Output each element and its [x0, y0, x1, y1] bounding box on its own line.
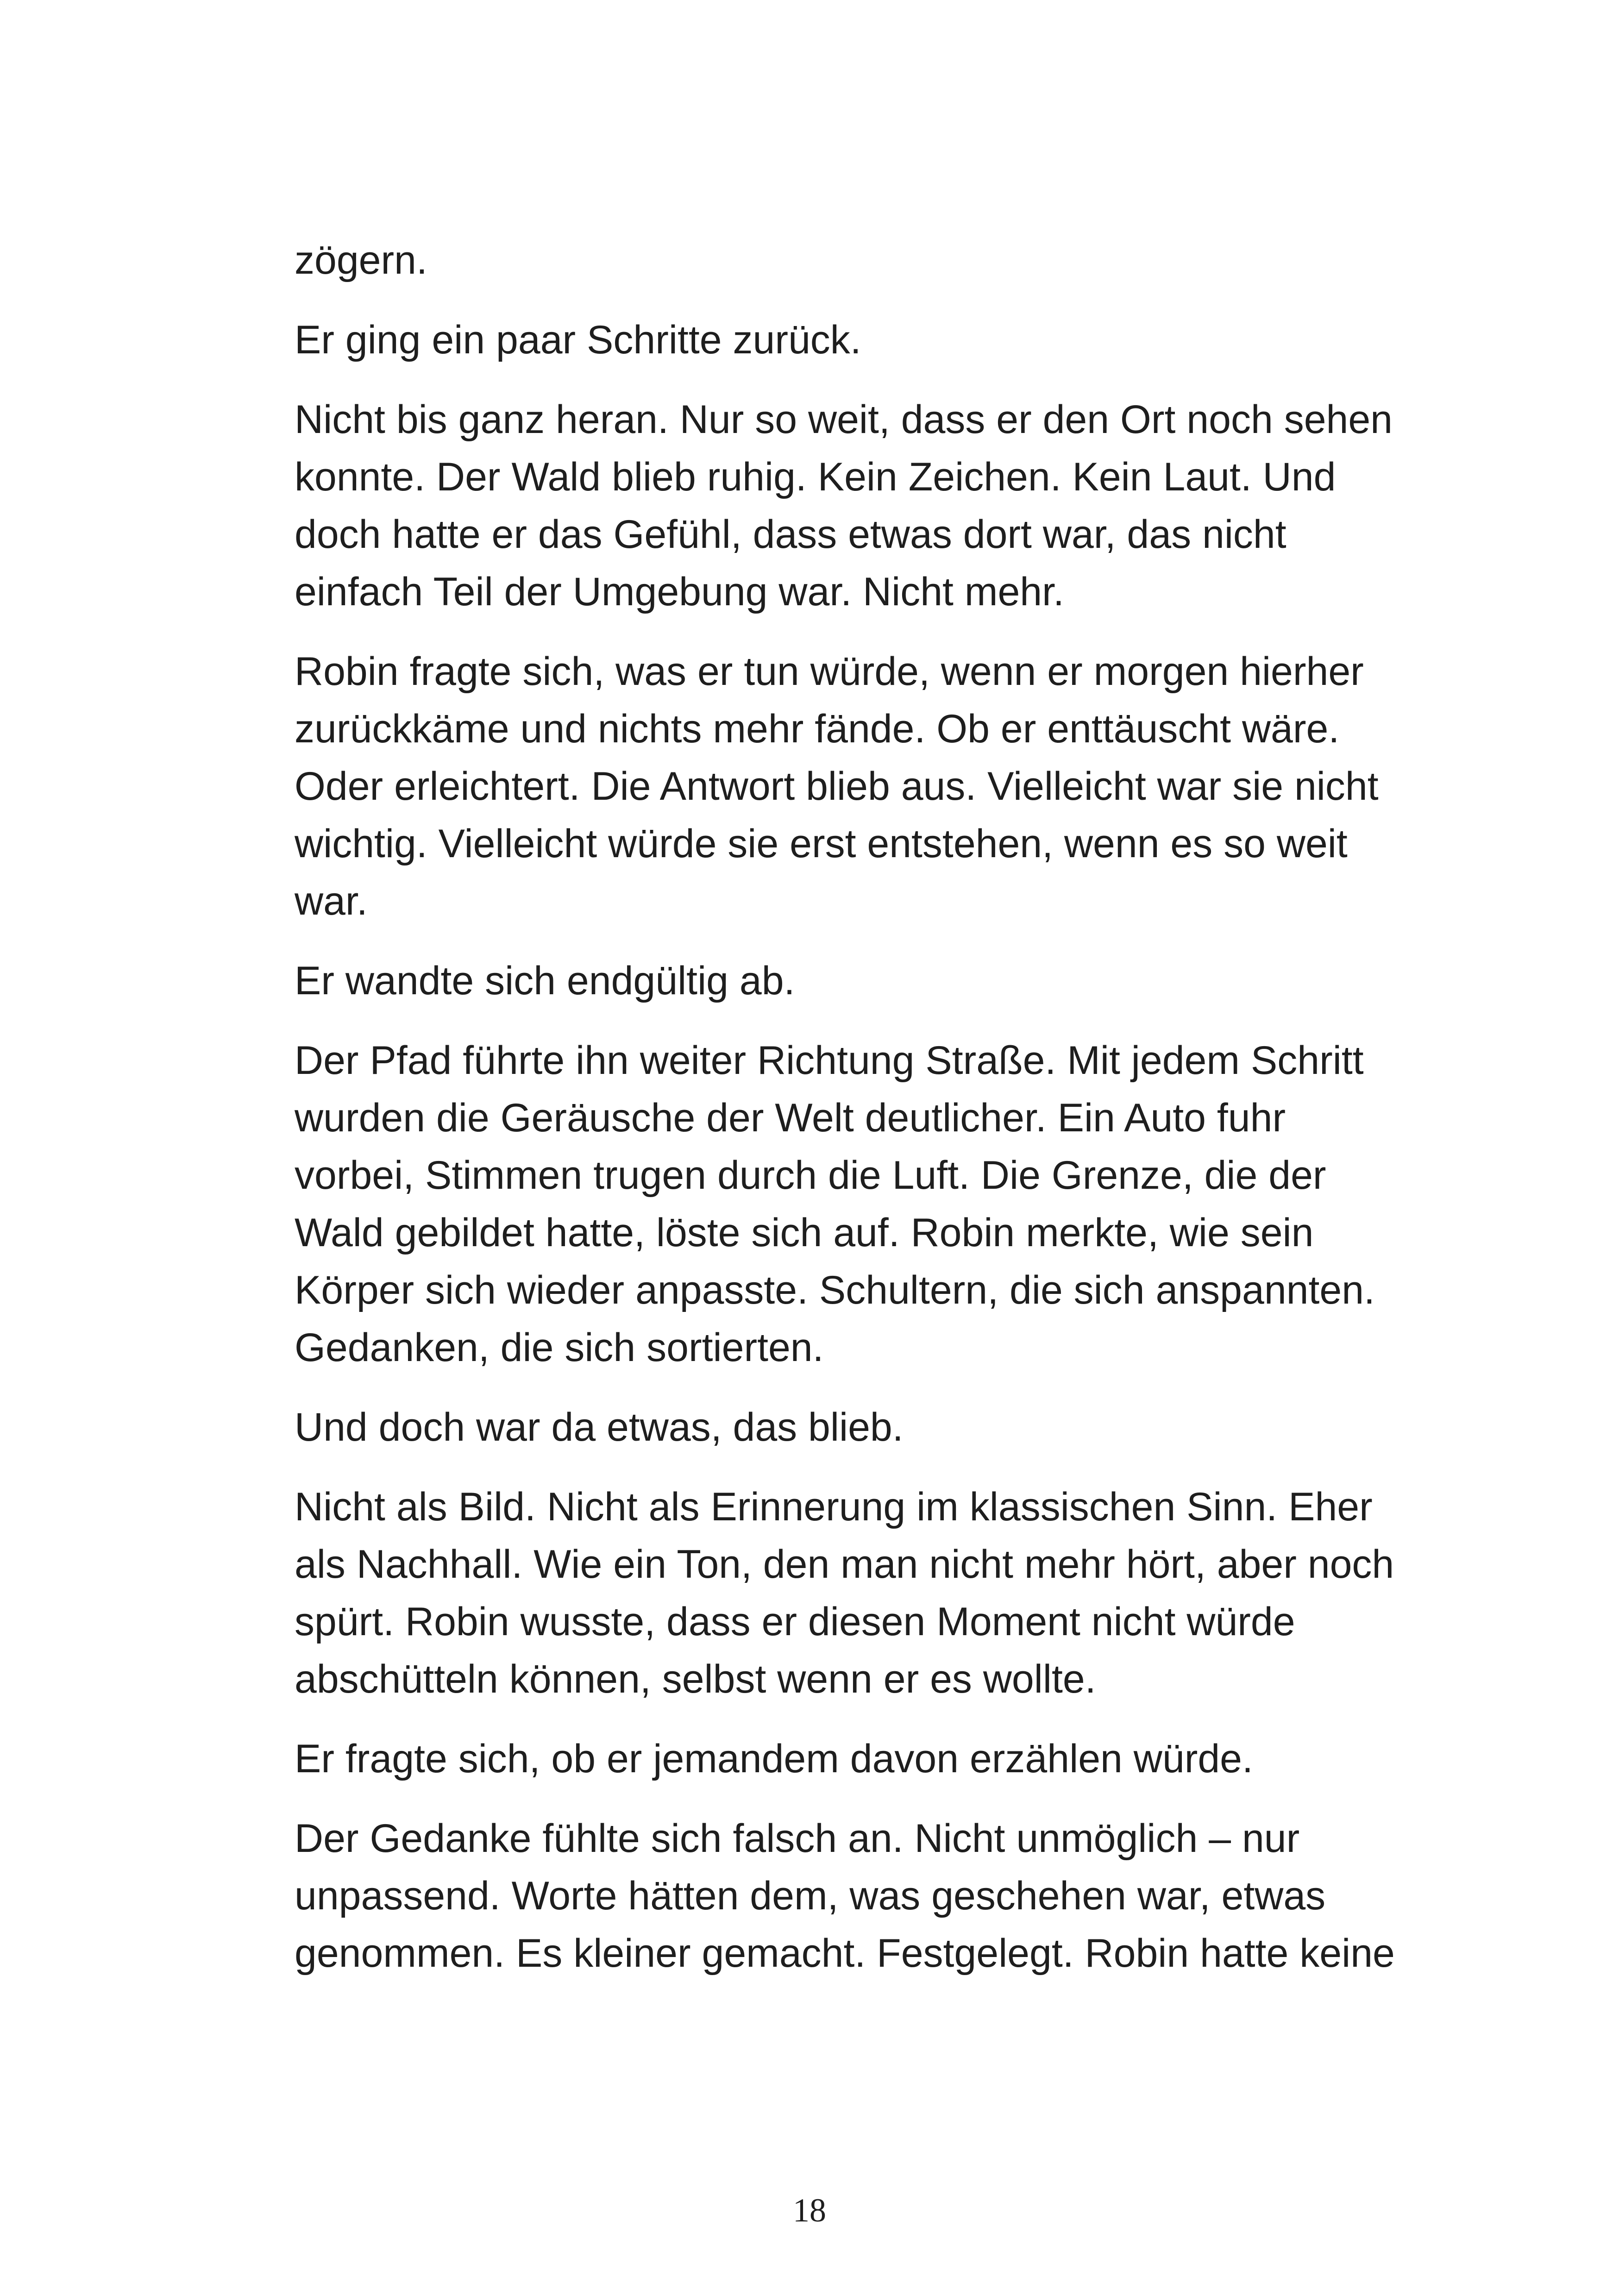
paragraph [295, 1730, 1434, 1788]
text-line: vorbei, Stimmen trugen durch die Luft. Die Grenze, die der [295, 1153, 1326, 1198]
text-line: war. [295, 879, 368, 923]
text-line: abschütteln können, selbst wenn er es wollte. [295, 1657, 1096, 1701]
text-line: wichtig. Vielleicht würde sie erst entstehen, wenn es so weit [295, 822, 1348, 866]
text-line: Der Gedanke fühlte sich falsch an. Nicht unmöglich – nur [295, 1816, 1300, 1861]
body-text [295, 232, 1434, 2004]
text-line: Gedanken, die sich sortierten. [295, 1325, 824, 1370]
page-number: 18 [793, 2192, 826, 2229]
text-line: Nicht bis ganz heran. Nur so weit, dass er den Ort noch sehen [295, 397, 1393, 442]
text-line: wurden die Geräusche der Welt deutlicher. Ein Auto fuhr [295, 1096, 1286, 1140]
text-line: Der Pfad führte ihn weiter Richtung Straße. Mit jedem Schritt [295, 1038, 1364, 1083]
paragraph [295, 952, 1434, 1010]
text-line: zurückkäme und nichts mehr fände. Ob er enttäuscht wäre. [295, 707, 1340, 751]
text-line: Er fragte sich, ob er jemandem davon erzählen würde. [295, 1737, 1253, 1781]
text-line: Er wandte sich endgültig ab. [295, 959, 795, 1003]
text-line: Nicht als Bild. Nicht als Erinnerung im klassischen Sinn. Eher [295, 1485, 1373, 1529]
paragraph [295, 1032, 1434, 1376]
text-line: Robin fragte sich, was er tun würde, wenn er morgen hierher [295, 649, 1364, 694]
text-line: Körper sich wieder anpasste. Schultern, die sich anspannten. [295, 1268, 1375, 1312]
paragraph [295, 1810, 1434, 1982]
text-line: Er ging ein paar Schritte zurück. [295, 318, 861, 362]
paragraph [295, 643, 1434, 930]
text-line: zögern. [295, 238, 427, 282]
text-line: als Nachhall. Wie ein Ton, den man nicht mehr hört, aber noch [295, 1542, 1394, 1587]
paragraph [295, 1399, 1434, 1456]
text-line: konnte. Der Wald blieb ruhig. Kein Zeichen. Kein Laut. Und [295, 455, 1336, 499]
paragraph [295, 232, 1434, 289]
text-line: Wald gebildet hatte, löste sich auf. Robin merkte, wie sein [295, 1211, 1314, 1255]
text-line: Und doch war da etwas, das blieb. [295, 1405, 904, 1449]
text-line: doch hatte er das Gefühl, dass etwas dort war, das nicht [295, 512, 1286, 557]
paragraph [295, 311, 1434, 369]
text-line: genommen. Es kleiner gemacht. Festgelegt. Robin hatte keine [295, 1931, 1395, 1976]
text-line: spürt. Robin wusste, dass er diesen Moment nicht würde [295, 1600, 1295, 1644]
paragraph [295, 1478, 1434, 1708]
paragraph [295, 391, 1434, 621]
text-line: unpassend. Worte hätten dem, was geschehen war, etwas [295, 1874, 1326, 1918]
text-line: einfach Teil der Umgebung war. Nicht mehr. [295, 570, 1064, 614]
text-line: Oder erleichtert. Die Antwort blieb aus. Vielleicht war sie nicht [295, 764, 1379, 809]
